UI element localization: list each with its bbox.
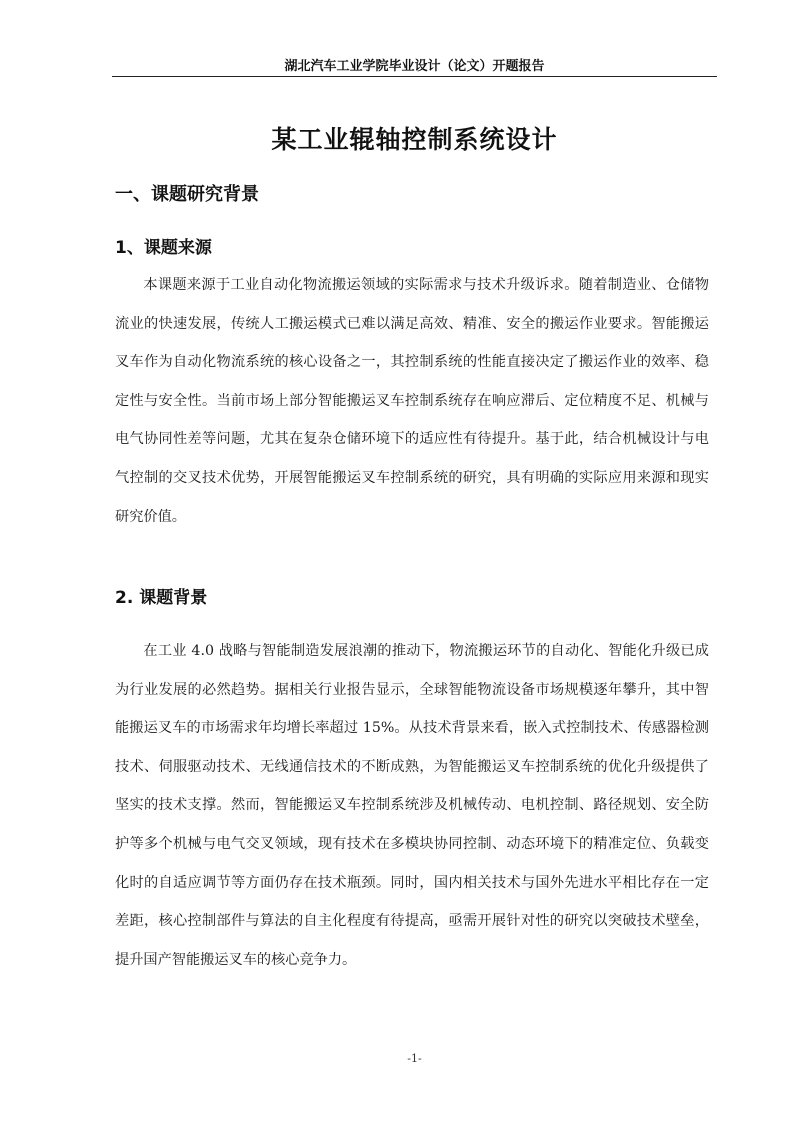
subsection-heading-background: 2. 课题背景: [115, 588, 208, 608]
running-header: 湖北汽车工业学院毕业设计（论文）开题报告: [284, 59, 545, 74]
paragraph-source: 本课题来源于工业自动化物流搬运领域的实际需求与技术升级诉求。随着制造业、仓储物流业的快速发展，传统人工搬运模式已难以满足高效、精准、安全的搬运作业要求。智能搬运叉车作为自动化物流系统的核心设备之一，其控制系统的性能直接决定了搬运作业的效率、稳定性与安全性。当前市场上部分智能搬运叉车控制系统存在响应滞后、定位精度不足、机械与电气协同性差等问题，尤其在复杂仓储环境下的适应性有待提升。基于此，结合机械设计与电气控制的交叉技术优势，开展智能搬运叉车控制系统的研究，具有明确的实际应用来源和现实研究价值。: [115, 277, 709, 525]
section-heading: 一、课题研究背景: [115, 184, 259, 205]
header-divider: [112, 76, 717, 77]
paragraph-background: 在工业 4.0 战略与智能制造发展浪潮的推动下，物流搬运环节的自动化、智能化升级已成为行业发展的必然趋势。据相关行业报告显示，全球智能物流设备市场规模逐年攀升，其中智能搬运叉车的市场需求年均增长率超过 15%。从技术背景来看，嵌入式控制技术、传感器检测技术、伺服驱动技术、无线通信技术的不断成熟，为智能搬运叉车控制系统的优化升级提供了坚实的技术支撑。然而，智能搬运叉车控制系统涉及机械传动、电机控制、路径规划、安全防护等多个机械与电气交叉领域，现有技术在多模块协同控制、动态环境下的精准定位、负载变化时的自适应调节等方面仍存在技术瓶颈。同时，国内相关技术与国外先进水平相比存在一定差距，核心控制部件与算法的自主化程度有待提高，亟需开展针对性的研究以突破技术壁垒，提升国产智能搬运叉车的核心竞争力。: [115, 643, 709, 968]
page-number: -1-: [407, 1052, 422, 1065]
subsection-heading-source: 1、课题来源: [115, 238, 212, 258]
document-title: 某工业辊轴控制系统设计: [271, 125, 558, 154]
